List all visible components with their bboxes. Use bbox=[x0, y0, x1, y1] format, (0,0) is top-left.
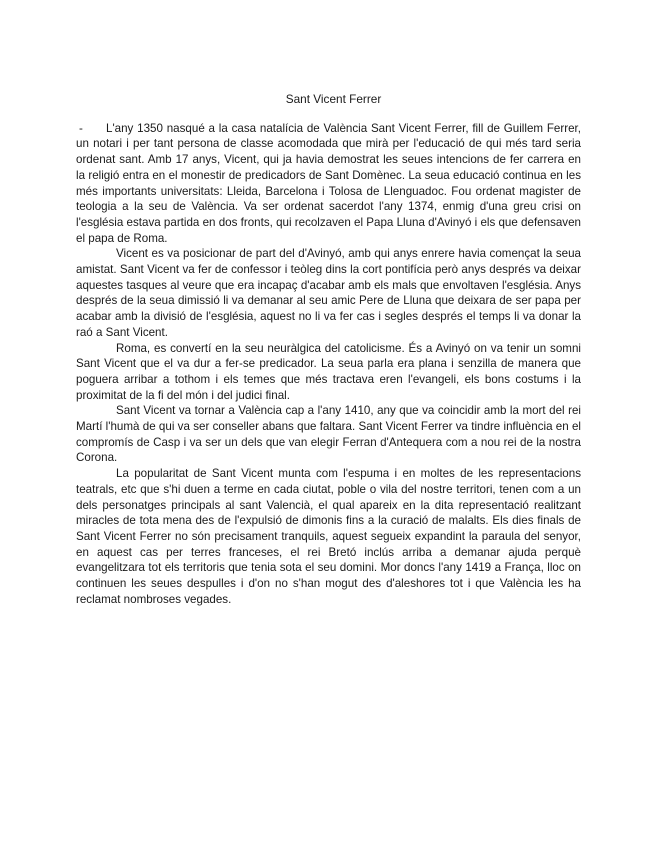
paragraph-4: Sant Vicent va tornar a València cap a l'any 1410, any que va coincidir amb la mort del rei Martí l'humà de qui va ser conseller abans que faltara. Sant Vicent Ferrer va tindre influència en el compromís de Casp i va ser un dels que van elegir Ferran d'Antequera com a nou rei de la nostra Corona. bbox=[76, 404, 581, 465]
document-page bbox=[76, 92, 581, 608]
document-title: Sant Vicent Ferrer bbox=[285, 92, 382, 106]
paragraph-2: Vicent es va posicionar de part del d'Avinyó, amb qui anys enrere havia començat la seua amistat. Sant Vicent va fer de confessor i teòleg dins la cort pontifícia però anys després va deixar aquestes tasques al veure que era incapaç d'acabar amb els mals que envoltaven l'església. Anys després de la seua dimissió li va demanar al seu amic Pere de Lluna que deixara de ser papa per acabar amb la divisió de l'església, aquest no li va fer cas i segles després el temps li va donar la raó a Sant Vicent. bbox=[76, 247, 581, 339]
paragraph-1-text: L'any 1350 nasqué a la casa natalícia de València Sant Vicent Ferrer, fill de Guillem Ferrer, un notari i per tant persona de classe acomodada que mirà per l'educació de qui més tard seria ordenat sant. Amb 17 anys, Vicent, qui ja havia demostrat les seues intencions de fer carrera en la religió entra en el monestir de predicadors de Sant Domènec. La seua educació continua en les més importants universitats: Lleida, Barcelona i Tolosa de Llenguadoc. Fou ordenat magister de teologia a la seu de València. Va ser ordenat sacerdot l'any 1374, enmig d'una greu crisi on l'església estava partida en dos fronts, qui recolzaven el Papa Lluna d'Avinyó i els que defensaven el papa de Roma. bbox=[76, 121, 582, 245]
paragraph-5: La popularitat de Sant Vicent munta com l'espuma i en moltes de les representacions teatrals, etc que s'hi duen a terme en cada ciutat, poble o vila del nostre territori, tenen com a un dels personatges principals al sant Valencià, el qual apareix en la dita representació realitzant miracles de tota mena des de l'expulsió de dimonis fins a la curació de malalts. Els dies finals de Sant Vicent Ferrer no són precisament tranquils, aquest segueix expandint la paraula del senyor, en aquest cas per terres franceses, el rei Bretó inclús arriba a demanar ajuda perquè evangelitzara tot els territoris que tenia sota el seu domini. Mor doncs l'any 1419 a França, lloc on continuen les seues despulles i d'on no s'han mogut des d'aleshores tot i que València les ha reclamat nombroses vegades. bbox=[76, 467, 581, 606]
list-marker: - bbox=[79, 121, 83, 135]
paragraph-1 bbox=[76, 121, 581, 247]
paragraph-3: Roma, es convertí en la seu neuràlgica del catolicisme. És a Avinyó on va tenir un somni Sant Vicent que el va dur a fer-se predicador. La seua parla era plana i senzilla de manera que poguera arribar a tothom i els temes que més tractava eren l'evangeli, els bons costums i la proximitat de la fi del món i del judici final. bbox=[76, 341, 581, 402]
